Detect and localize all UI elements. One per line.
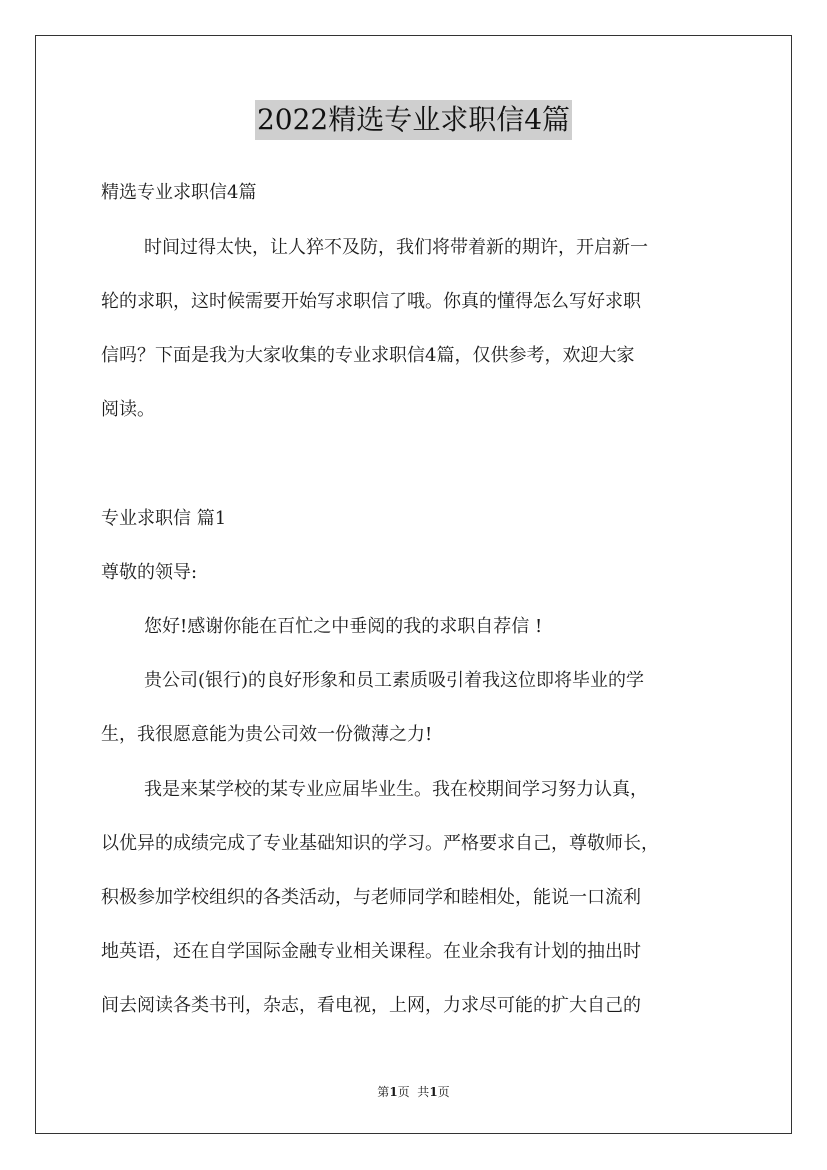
- intro-line-2: 轮的求职，这时候需要开始写求职信了哦。你真的懂得怎么写好求职: [101, 291, 641, 312]
- intro-line-4: 阅读。: [101, 399, 155, 420]
- page-footer: [0, 1084, 827, 1100]
- para2-line-4: 地英语，还在自学国际金融专业相关课程。在业余我有计划的抽出时: [101, 941, 641, 962]
- footer-page-suffix: 页 共: [397, 1085, 430, 1099]
- para2-line-5: 间去阅读各类书刊，杂志，看电视，上网，力求尽可能的扩大自己的: [101, 995, 641, 1016]
- footer-page-number: 1: [389, 1085, 398, 1099]
- footer-prefix: 第: [377, 1085, 390, 1099]
- section-heading: 专业求职信 篇1: [101, 508, 227, 529]
- para2-line-2: 以优异的成绩完成了专业基础知识的学习。严格要求自己，尊敬师长，: [101, 833, 659, 854]
- greeting-line: 您好!感谢你能在百忙之中垂阅的我的求职自荐信 !: [144, 616, 543, 637]
- para2-line-1: 我是来某学校的某专业应届毕业生。我在校期间学习努力认真，: [144, 779, 648, 800]
- salutation: 尊敬的领导:: [101, 562, 198, 583]
- para2-line-3: 积极参加学校组织的各类活动，与老师同学和睦相处，能说一口流利: [101, 887, 641, 908]
- intro-line-3: 信吗？下面是我为大家收集的专业求职信4篇，仅供参考，欢迎大家: [101, 345, 635, 366]
- para1-line-2: 生，我很愿意能为贵公司效一份微薄之力!: [101, 724, 433, 745]
- title-container: [0, 100, 827, 140]
- footer-total-pages: 1: [429, 1085, 438, 1099]
- para1-line-1: 贵公司(银行)的良好形象和员工素质吸引着我这位即将毕业的学: [144, 670, 645, 691]
- document-title: 2022精选专业求职信4篇: [255, 100, 572, 140]
- document-subtitle: 精选专业求职信4篇: [101, 182, 257, 203]
- intro-line-1: 时间过得太快，让人猝不及防，我们将带着新的期许，开启新一: [144, 237, 648, 258]
- footer-total-suffix: 页: [437, 1085, 450, 1099]
